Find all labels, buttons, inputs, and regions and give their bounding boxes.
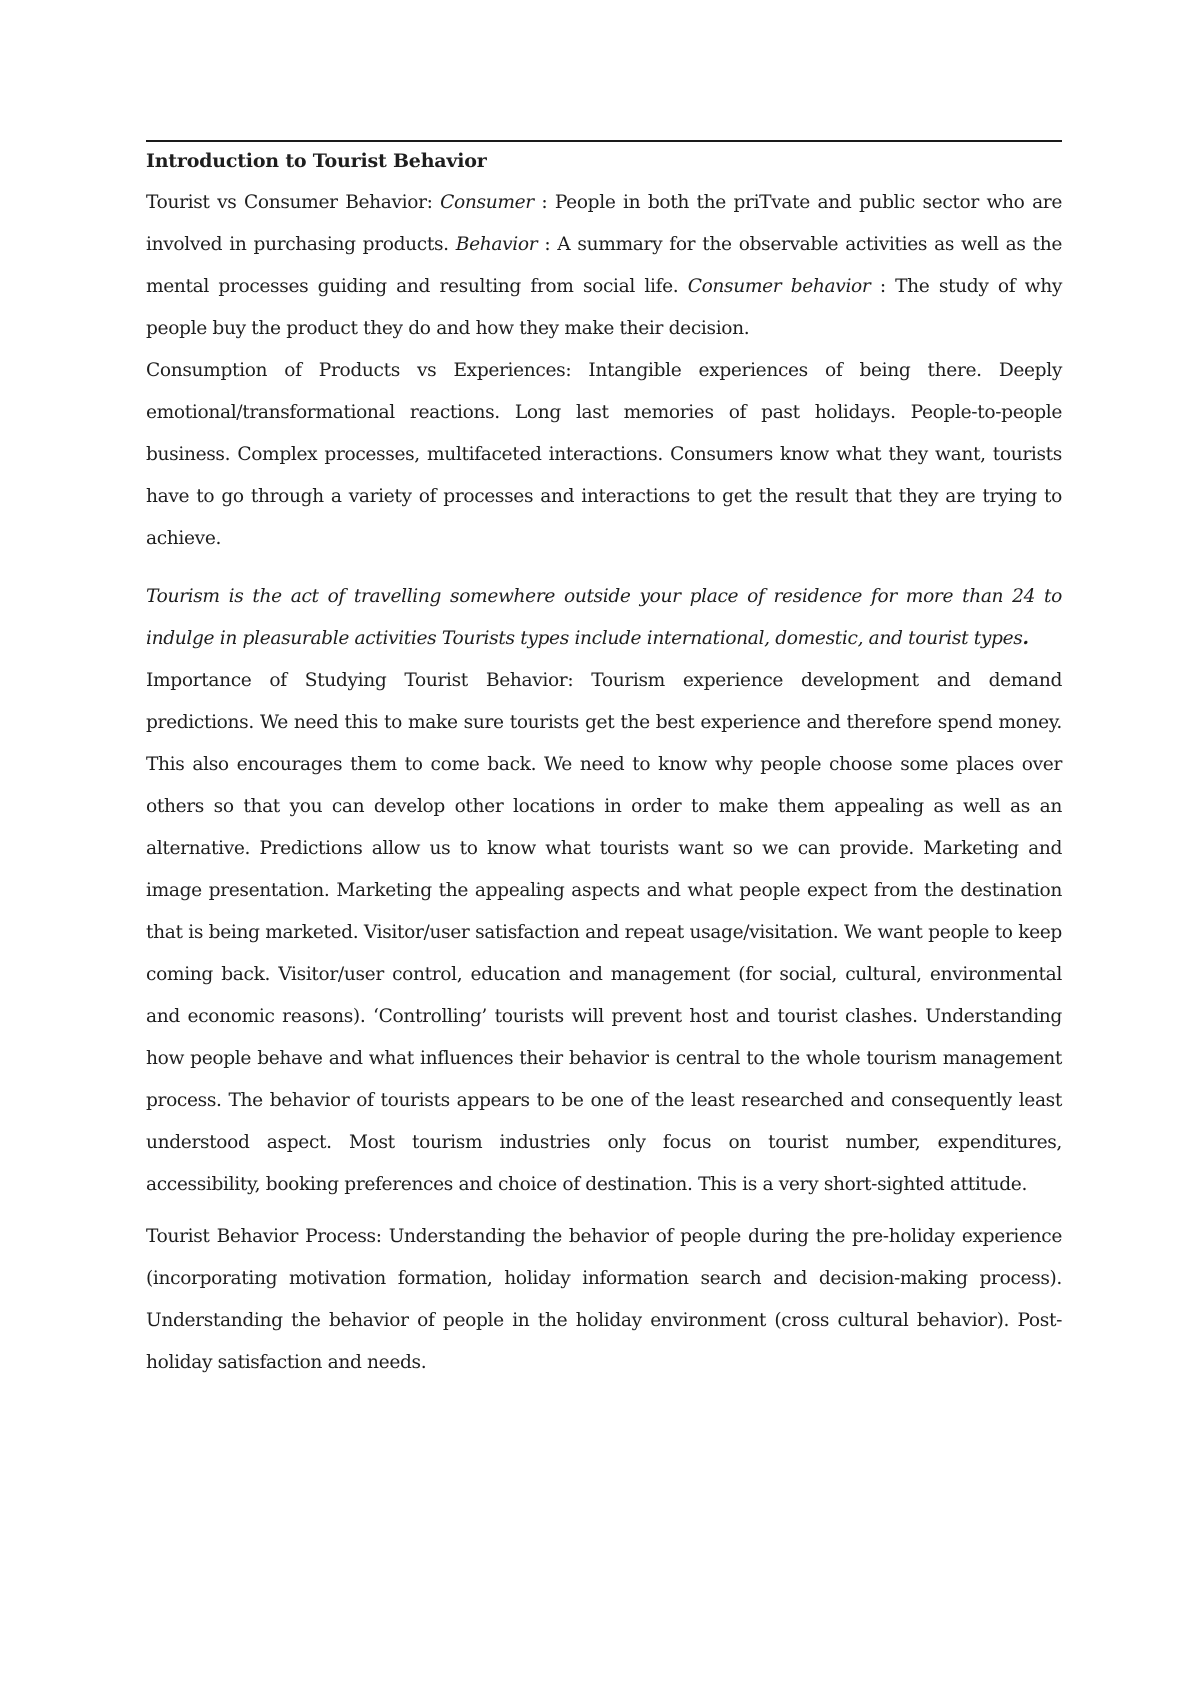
paragraph-lead: Tourist vs Consumer Behavior:: [146, 192, 441, 213]
paragraph-tourist-vs-consumer: [146, 182, 1062, 350]
top-rule: [146, 140, 1062, 142]
paragraph-behavior-process: Tourist Behavior Process: Understanding the behavior of people during the pre-holiday experience (incorporating motivation formation, holiday information search and decision-making process). Understanding the behavior of people in the holiday environment (cross cultural behavior). Post-holiday satisfaction and needs.: [146, 1226, 1062, 1373]
tourism-definition: [146, 576, 1062, 660]
document-body: [146, 140, 1062, 1384]
paragraph-importance: Importance of Studying Tourist Behavior: Tourism experience development and demand predictions. We need this to make sure tourists get the best experience and therefore spend money. This also encourages them to come back. We need to know why people choose some places over others so that you can develop other locations in order to make them appealing as well as an alternative. Predictions allow us to know what tourists want so we can provide. Marketing and image presentation. Marketing the appealing aspects and what people expect from the destination that is being marketed. Visitor/user satisfaction and repeat usage/visitation. We want people to keep coming back. Visitor/user control, education and management (for social, cultural, environmental and economic reasons). ‘Controlling’ tourists will prevent host and tourist clashes. Understanding how people behave and what influences their behavior is central to the whole tourism management process. The behavior of tourists appears to be one of the least researched and consequently least understood aspect. Most tourism industries only focus on tourist number, expenditures, accessibility, booking preferences and choice of destination. This is a very short-sighted attitude.: [146, 670, 1062, 1195]
paragraph-products-vs-experiences: Consumption of Products vs Experiences: Intangible experiences of being there. Deeply emotional/transformational reactions. Long last memories of past holidays. People-to-people business. Complex processes, multifaceted interactions. Consumers know what they want, tourists have to go through a variety of processes and interactions to get the result that they are trying to achieve.: [146, 360, 1062, 549]
tourism-definition-end: .: [1022, 628, 1029, 649]
definition-consumer-behavior: : The study of why people buy the product they do and how they make their decision.: [146, 276, 1062, 339]
term-consumer-behavior: Consumer behavior: [687, 276, 871, 297]
definition-consumer: : People in both the priTvate and public sector who are involved in purchasing products.: [146, 192, 1062, 255]
tourism-definition-text: Tourism is the act of travelling somewhere outside your place of residence for more than 24 to indulge in pleasurable activities Tourists types include international, domestic, and tourist types: [146, 586, 1062, 649]
definition-behavior: : A summary for the observable activities as well as the mental processes guiding and resulting from social life.: [146, 234, 1062, 297]
page-title: Introduction to Tourist Behavior: [146, 150, 487, 172]
term-consumer: Consumer: [440, 192, 534, 213]
term-behavior: Behavior: [455, 234, 538, 255]
